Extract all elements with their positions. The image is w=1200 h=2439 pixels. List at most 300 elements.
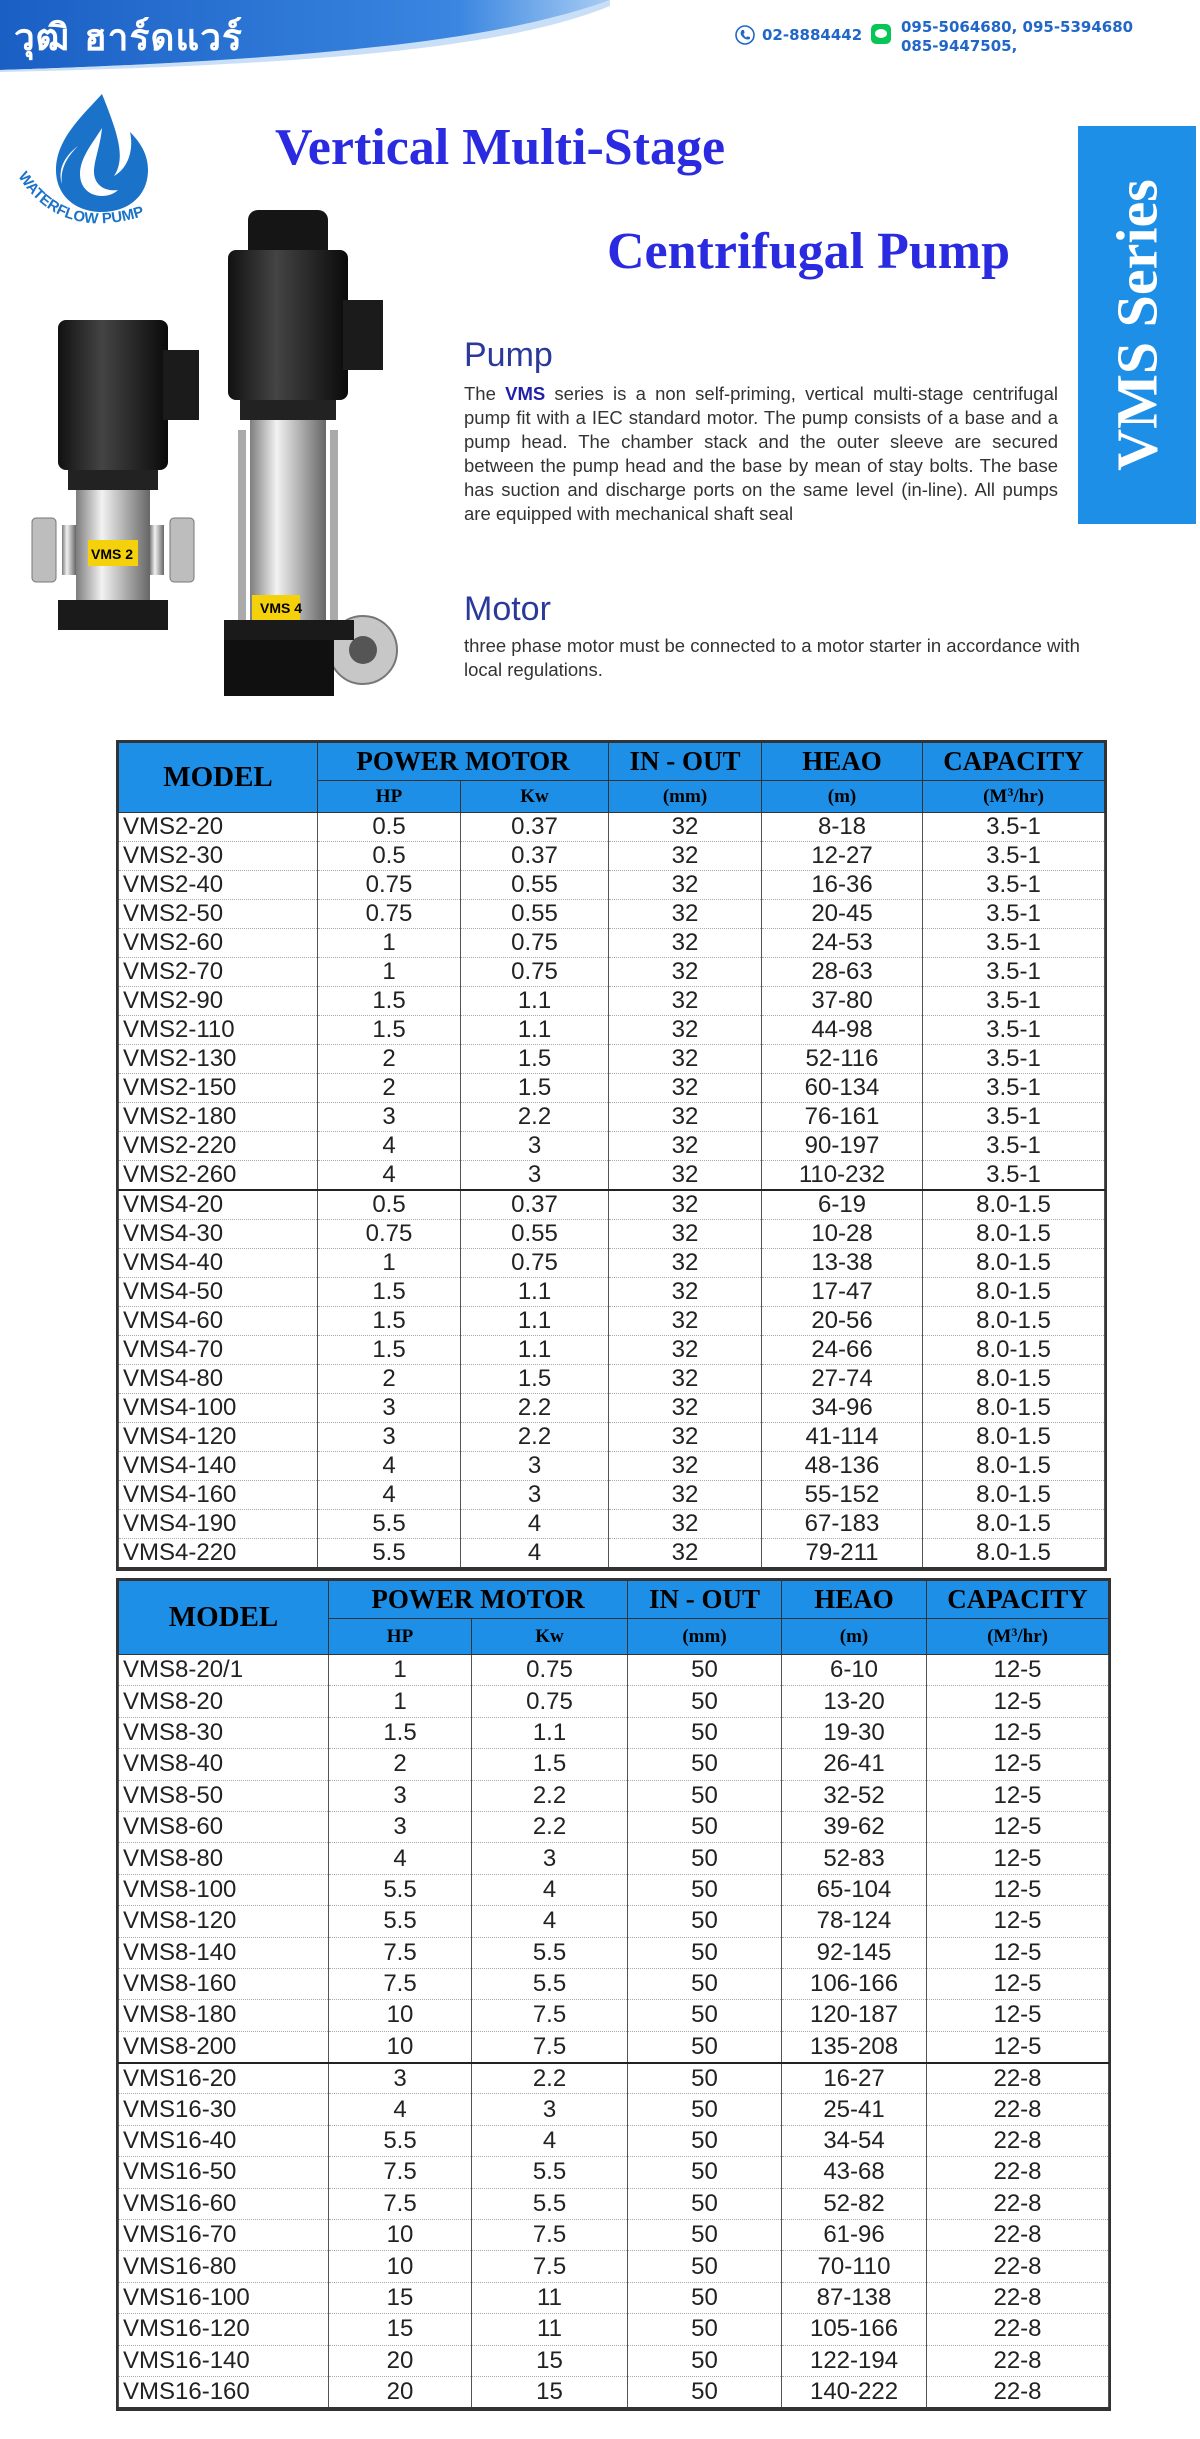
cell-capacity: 12-5 xyxy=(927,1686,1109,1717)
cell-model: VMS8-30 xyxy=(119,1717,329,1748)
series-banner xyxy=(1078,126,1196,524)
table-row xyxy=(119,842,1105,871)
cell-hp: 7.5 xyxy=(329,2188,472,2219)
cell-hp: 7.5 xyxy=(329,1968,472,1999)
cell-head: 67-183 xyxy=(762,1510,923,1539)
table-row xyxy=(119,2094,1109,2125)
cell-kw: 1.1 xyxy=(461,1307,609,1336)
cell-in-out: 32 xyxy=(609,1336,762,1365)
cell-head: 43-68 xyxy=(782,2157,927,2188)
cell-capacity: 22-8 xyxy=(927,2345,1109,2376)
cell-head: 44-98 xyxy=(762,1016,923,1045)
cell-model: VMS8-40 xyxy=(119,1749,329,1780)
logo-text: WATERFLOW PUMP xyxy=(14,168,146,228)
table-row xyxy=(119,1968,1109,1999)
cell-in-out: 32 xyxy=(609,1103,762,1132)
cell-kw: 5.5 xyxy=(472,1937,628,1968)
cell-model: VMS16-160 xyxy=(119,2376,329,2407)
line-app-icon xyxy=(871,24,891,44)
cell-in-out: 32 xyxy=(609,1481,762,1510)
top-bar xyxy=(0,0,1200,70)
cell-head: 79-211 xyxy=(762,1539,923,1569)
cell-kw: 3 xyxy=(472,2094,628,2125)
cell-in-out: 50 xyxy=(628,2157,782,2188)
header-kw: Kw xyxy=(472,1619,628,1655)
cell-head: 106-166 xyxy=(782,1968,927,1999)
cell-hp: 3 xyxy=(318,1423,461,1452)
cell-kw: 1.1 xyxy=(461,987,609,1016)
cell-capacity: 3.5-1 xyxy=(923,842,1105,871)
table-row xyxy=(119,2157,1109,2188)
cell-model: VMS2-260 xyxy=(119,1161,318,1191)
cell-hp: 15 xyxy=(329,2314,472,2345)
pump-label-vms2: VMS 2 xyxy=(91,546,134,562)
header-kw: Kw xyxy=(461,781,609,813)
cell-head: 48-136 xyxy=(762,1452,923,1481)
cell-head: 135-208 xyxy=(782,2031,927,2062)
cell-capacity: 8.0-1.5 xyxy=(923,1249,1105,1278)
cell-kw: 2.2 xyxy=(472,1811,628,1842)
cell-head: 76-161 xyxy=(762,1103,923,1132)
cell-head: 6-10 xyxy=(782,1655,927,1686)
cell-hp: 1.5 xyxy=(329,1717,472,1748)
header-in-out: IN - OUT xyxy=(628,1581,782,1619)
cell-head: 39-62 xyxy=(782,1811,927,1842)
table-row xyxy=(119,1452,1105,1481)
cell-kw: 2.2 xyxy=(472,1780,628,1811)
table-row xyxy=(119,900,1105,929)
cell-model: VMS4-190 xyxy=(119,1510,318,1539)
cell-capacity: 12-5 xyxy=(927,1906,1109,1937)
cell-hp: 1.5 xyxy=(318,987,461,1016)
cell-hp: 0.75 xyxy=(318,1220,461,1249)
cell-kw: 2.2 xyxy=(461,1394,609,1423)
cell-model: VMS4-220 xyxy=(119,1539,318,1569)
cell-head: 32-52 xyxy=(782,1780,927,1811)
cell-in-out: 50 xyxy=(628,1749,782,1780)
cell-capacity: 12-5 xyxy=(927,1937,1109,1968)
cell-capacity: 3.5-1 xyxy=(923,929,1105,958)
header-capacity-unit: $(M^3/hr)$ xyxy=(923,781,1105,813)
cell-hp: 10 xyxy=(329,2220,472,2251)
cell-hp: 1 xyxy=(318,958,461,987)
cell-head: 105-166 xyxy=(782,2314,927,2345)
cell-capacity: 3.5-1 xyxy=(923,987,1105,1016)
pump-vms4-image xyxy=(224,210,397,696)
cell-in-out: 50 xyxy=(628,2345,782,2376)
cell-in-out: 32 xyxy=(609,1161,762,1191)
cell-kw: 4 xyxy=(472,1906,628,1937)
cell-kw: 3 xyxy=(472,1843,628,1874)
cell-capacity: 22-8 xyxy=(927,2220,1109,2251)
cell-in-out: 50 xyxy=(628,1874,782,1905)
pump-text-bold: VMS xyxy=(505,383,546,404)
cell-in-out: 50 xyxy=(628,2282,782,2313)
table-row xyxy=(119,2063,1109,2094)
cell-model: VMS8-60 xyxy=(119,1811,329,1842)
cell-in-out: 50 xyxy=(628,1780,782,1811)
cell-model: VMS2-60 xyxy=(119,929,318,958)
cell-model: VMS16-80 xyxy=(119,2251,329,2282)
header-hp: HP xyxy=(318,781,461,813)
cell-hp: 4 xyxy=(329,2094,472,2125)
cell-model: VMS4-70 xyxy=(119,1336,318,1365)
cell-in-out: 32 xyxy=(609,1394,762,1423)
cell-in-out: 50 xyxy=(628,1811,782,1842)
table-1-body xyxy=(119,813,1105,1569)
cell-in-out: 32 xyxy=(609,1539,762,1569)
cell-model: VMS8-20/1 xyxy=(119,1655,329,1686)
pump-heading: Pump xyxy=(464,336,553,374)
cell-in-out: 50 xyxy=(628,1968,782,1999)
table-row xyxy=(119,929,1105,958)
cell-capacity: 12-5 xyxy=(927,1874,1109,1905)
cell-kw: 7.5 xyxy=(472,2220,628,2251)
table-row xyxy=(119,958,1105,987)
table-row xyxy=(119,1132,1105,1161)
table-row xyxy=(119,1190,1105,1220)
cell-in-out: 32 xyxy=(609,1045,762,1074)
cell-capacity: 12-5 xyxy=(927,1843,1109,1874)
cell-head: 110-232 xyxy=(762,1161,923,1191)
header-power-motor: POWER MOTOR xyxy=(318,743,609,781)
cell-in-out: 32 xyxy=(609,1278,762,1307)
cell-in-out: 50 xyxy=(628,2220,782,2251)
cell-head: 24-53 xyxy=(762,929,923,958)
cell-hp: 2 xyxy=(318,1045,461,1074)
cell-hp: 0.5 xyxy=(318,842,461,871)
cell-hp: 0.5 xyxy=(318,813,461,842)
cell-in-out: 32 xyxy=(609,1016,762,1045)
cell-head: 28-63 xyxy=(762,958,923,987)
header-hp: HP xyxy=(329,1619,472,1655)
cell-capacity: 3.5-1 xyxy=(923,900,1105,929)
cell-capacity: 3.5-1 xyxy=(923,1074,1105,1103)
cell-hp: 0.5 xyxy=(318,1190,461,1220)
cell-in-out: 50 xyxy=(628,2000,782,2031)
table-row xyxy=(119,1307,1105,1336)
cell-capacity: 22-8 xyxy=(927,2376,1109,2407)
header-in-out: IN - OUT xyxy=(609,743,762,781)
phone-icon xyxy=(735,25,755,45)
cell-head: 122-194 xyxy=(782,2345,927,2376)
cell-head: 140-222 xyxy=(782,2376,927,2407)
cell-kw: 5.5 xyxy=(472,2157,628,2188)
cell-model: VMS2-50 xyxy=(119,900,318,929)
cell-kw: 2.2 xyxy=(472,2063,628,2094)
cell-model: VMS16-40 xyxy=(119,2125,329,2156)
cell-in-out: 50 xyxy=(628,2188,782,2219)
pump-text-after: series is a non self-priming, vertical multi-stage centrifugal pump fit with a IEC standard motor. The pump consists of a base and a pump head. The chamber stack and the outer sleeve are secured between the pump head and the base by mean of stay bolts. The base has suction and discharge ports on the same level (in-line). All pumps are equipped with mechanical shaft seal xyxy=(464,383,1058,524)
table-row xyxy=(119,1045,1105,1074)
cell-kw: 2.2 xyxy=(461,1423,609,1452)
cell-hp: 1.5 xyxy=(318,1336,461,1365)
table-row xyxy=(119,871,1105,900)
cell-kw: 3 xyxy=(461,1452,609,1481)
cell-kw: 0.75 xyxy=(461,929,609,958)
cell-in-out: 50 xyxy=(628,1843,782,1874)
cell-hp: 7.5 xyxy=(329,2157,472,2188)
cell-head: 34-54 xyxy=(782,2125,927,2156)
cell-model: VMS2-130 xyxy=(119,1045,318,1074)
cell-model: VMS2-40 xyxy=(119,871,318,900)
cell-hp: 5.5 xyxy=(318,1510,461,1539)
cell-head: 25-41 xyxy=(782,2094,927,2125)
cell-kw: 4 xyxy=(472,1874,628,1905)
cell-hp: 3 xyxy=(329,2063,472,2094)
cell-hp: 5.5 xyxy=(329,1906,472,1937)
table-row xyxy=(119,1510,1105,1539)
spec-table-2 xyxy=(118,1580,1109,2409)
cell-capacity: 8.0-1.5 xyxy=(923,1394,1105,1423)
cell-capacity: 22-8 xyxy=(927,2157,1109,2188)
cell-capacity: 8.0-1.5 xyxy=(923,1481,1105,1510)
cell-model: VMS16-20 xyxy=(119,2063,329,2094)
table-row xyxy=(119,1423,1105,1452)
cell-capacity: 3.5-1 xyxy=(923,958,1105,987)
cell-capacity: 22-8 xyxy=(927,2314,1109,2345)
cell-kw: 5.5 xyxy=(472,1968,628,1999)
cell-kw: 0.75 xyxy=(461,958,609,987)
cell-kw: 3 xyxy=(461,1161,609,1191)
cell-capacity: 8.0-1.5 xyxy=(923,1220,1105,1249)
cell-model: VMS16-70 xyxy=(119,2220,329,2251)
cell-head: 37-80 xyxy=(762,987,923,1016)
cell-in-out: 32 xyxy=(609,900,762,929)
cell-capacity: 12-5 xyxy=(927,1655,1109,1686)
cell-hp: 4 xyxy=(318,1132,461,1161)
cell-capacity: 8.0-1.5 xyxy=(923,1423,1105,1452)
cell-head: 60-134 xyxy=(762,1074,923,1103)
spec-table-1 xyxy=(118,742,1105,1569)
table-row xyxy=(119,1220,1105,1249)
cell-kw: 7.5 xyxy=(472,2251,628,2282)
cell-kw: 11 xyxy=(472,2282,628,2313)
cell-head: 19-30 xyxy=(782,1717,927,1748)
cell-hp: 3 xyxy=(318,1394,461,1423)
series-label: VMS Series xyxy=(1104,179,1170,471)
cell-model: VMS2-110 xyxy=(119,1016,318,1045)
table-row xyxy=(119,1843,1109,1874)
cell-hp: 1.5 xyxy=(318,1307,461,1336)
cell-kw: 4 xyxy=(472,2125,628,2156)
cell-in-out: 50 xyxy=(628,2094,782,2125)
cell-in-out: 50 xyxy=(628,1937,782,1968)
cell-capacity: 3.5-1 xyxy=(923,813,1105,842)
cell-head: 12-27 xyxy=(762,842,923,871)
cell-capacity: 22-8 xyxy=(927,2188,1109,2219)
header-capacity: CAPACITY xyxy=(927,1581,1109,1619)
pump-label-vms4: VMS 4 xyxy=(260,600,303,616)
header-power-motor: POWER MOTOR xyxy=(329,1581,628,1619)
cell-capacity: 8.0-1.5 xyxy=(923,1336,1105,1365)
cell-model: VMS16-120 xyxy=(119,2314,329,2345)
cell-in-out: 32 xyxy=(609,1452,762,1481)
cell-hp: 3 xyxy=(329,1780,472,1811)
cell-head: 13-20 xyxy=(782,1686,927,1717)
table-row xyxy=(119,2345,1109,2376)
phone-number: 02-8884442 xyxy=(762,26,863,44)
cell-kw: 2.2 xyxy=(461,1103,609,1132)
cell-capacity: 8.0-1.5 xyxy=(923,1539,1105,1569)
header-head: HEAO xyxy=(782,1581,927,1619)
cell-capacity: 3.5-1 xyxy=(923,1161,1105,1191)
cell-capacity: 8.0-1.5 xyxy=(923,1278,1105,1307)
cell-kw: 0.55 xyxy=(461,900,609,929)
cell-kw: 3 xyxy=(461,1481,609,1510)
header-head: HEAO xyxy=(762,743,923,781)
cell-hp: 3 xyxy=(318,1103,461,1132)
cell-model: VMS2-150 xyxy=(119,1074,318,1103)
cell-kw: 0.55 xyxy=(461,1220,609,1249)
cell-model: VMS4-20 xyxy=(119,1190,318,1220)
cell-capacity: 8.0-1.5 xyxy=(923,1452,1105,1481)
motor-heading: Motor xyxy=(464,590,551,628)
cell-capacity: 12-5 xyxy=(927,1749,1109,1780)
cell-head: 78-124 xyxy=(782,1906,927,1937)
cell-head: 61-96 xyxy=(782,2220,927,2251)
cell-capacity: 3.5-1 xyxy=(923,871,1105,900)
cell-kw: 1.1 xyxy=(461,1336,609,1365)
cell-in-out: 32 xyxy=(609,1074,762,1103)
cell-kw: 1.5 xyxy=(461,1365,609,1394)
cell-model: VMS4-80 xyxy=(119,1365,318,1394)
header-in-out-unit: (mm) xyxy=(609,781,762,813)
cell-kw: 4 xyxy=(461,1510,609,1539)
cell-head: 20-45 xyxy=(762,900,923,929)
cell-in-out: 32 xyxy=(609,1423,762,1452)
cell-head: 20-56 xyxy=(762,1307,923,1336)
cell-capacity: 3.5-1 xyxy=(923,1045,1105,1074)
cell-head: 27-74 xyxy=(762,1365,923,1394)
cell-model: VMS4-30 xyxy=(119,1220,318,1249)
cell-kw: 0.55 xyxy=(461,871,609,900)
header-model: MODEL xyxy=(119,1581,329,1655)
cell-in-out: 32 xyxy=(609,987,762,1016)
cell-in-out: 32 xyxy=(609,1510,762,1539)
cell-in-out: 50 xyxy=(628,2314,782,2345)
cell-hp: 5.5 xyxy=(329,2125,472,2156)
cell-hp: 4 xyxy=(318,1161,461,1191)
table-row xyxy=(119,1686,1109,1717)
cell-model: VMS16-50 xyxy=(119,2157,329,2188)
table-row xyxy=(119,2031,1109,2062)
table-row xyxy=(119,1336,1105,1365)
table-row xyxy=(119,1811,1109,1842)
cell-model: VMS16-60 xyxy=(119,2188,329,2219)
cell-capacity: 12-5 xyxy=(927,2000,1109,2031)
pump-images xyxy=(28,200,428,710)
table-row xyxy=(119,1394,1105,1423)
table-row xyxy=(119,1249,1105,1278)
table-row xyxy=(119,1365,1105,1394)
table-row xyxy=(119,1655,1109,1686)
cell-capacity: 22-8 xyxy=(927,2094,1109,2125)
cell-head: 16-27 xyxy=(782,2063,927,2094)
cell-capacity: 8.0-1.5 xyxy=(923,1510,1105,1539)
cell-hp: 2 xyxy=(329,1749,472,1780)
cell-in-out: 50 xyxy=(628,1655,782,1686)
header-head-unit: (m) xyxy=(762,781,923,813)
cell-in-out: 32 xyxy=(609,1132,762,1161)
header-model: MODEL xyxy=(119,743,318,813)
cell-in-out: 50 xyxy=(628,2063,782,2094)
cell-hp: 10 xyxy=(329,2251,472,2282)
cell-hp: 20 xyxy=(329,2376,472,2407)
cell-hp: 1 xyxy=(318,929,461,958)
cell-capacity: 12-5 xyxy=(927,1780,1109,1811)
cell-hp: 1 xyxy=(329,1686,472,1717)
cell-capacity: 3.5-1 xyxy=(923,1016,1105,1045)
cell-kw: 0.75 xyxy=(461,1249,609,1278)
cell-capacity: 3.5-1 xyxy=(923,1103,1105,1132)
cell-model: VMS8-140 xyxy=(119,1937,329,1968)
cell-kw: 0.75 xyxy=(472,1686,628,1717)
table-row xyxy=(119,2188,1109,2219)
table-row xyxy=(119,2000,1109,2031)
cell-in-out: 50 xyxy=(628,2031,782,2062)
cell-hp: 4 xyxy=(318,1481,461,1510)
table-row xyxy=(119,1278,1105,1307)
cell-capacity: 12-5 xyxy=(927,1968,1109,1999)
header-capacity: CAPACITY xyxy=(923,743,1105,781)
cell-head: 92-145 xyxy=(782,1937,927,1968)
brand-name: วุฒิ ฮาร์ดแวร์ xyxy=(14,16,243,59)
cell-capacity: 8.0-1.5 xyxy=(923,1307,1105,1336)
cell-in-out: 50 xyxy=(628,1686,782,1717)
cell-in-out: 32 xyxy=(609,958,762,987)
line-numbers-2: 085-9447505, xyxy=(901,37,1018,55)
cell-head: 87-138 xyxy=(782,2282,927,2313)
table-row xyxy=(119,1937,1109,1968)
cell-capacity: 12-5 xyxy=(927,2031,1109,2062)
table-row xyxy=(119,1749,1109,1780)
cell-hp: 4 xyxy=(329,1843,472,1874)
table-row xyxy=(119,1780,1109,1811)
cell-head: 52-116 xyxy=(762,1045,923,1074)
cell-in-out: 50 xyxy=(628,2125,782,2156)
cell-head: 8-18 xyxy=(762,813,923,842)
cell-kw: 1.1 xyxy=(461,1278,609,1307)
cell-hp: 15 xyxy=(329,2282,472,2313)
cell-head: 17-47 xyxy=(762,1278,923,1307)
cell-kw: 7.5 xyxy=(472,2000,628,2031)
cell-model: VMS8-80 xyxy=(119,1843,329,1874)
table-row xyxy=(119,2125,1109,2156)
cell-head: 55-152 xyxy=(762,1481,923,1510)
cell-hp: 1 xyxy=(318,1249,461,1278)
cell-in-out: 32 xyxy=(609,1190,762,1220)
cell-in-out: 50 xyxy=(628,1906,782,1937)
cell-head: 24-66 xyxy=(762,1336,923,1365)
cell-model: VMS16-140 xyxy=(119,2345,329,2376)
cell-model: VMS2-90 xyxy=(119,987,318,1016)
title-line-1: Vertical Multi-Stage xyxy=(275,119,726,176)
cell-in-out: 32 xyxy=(609,929,762,958)
cell-head: 52-83 xyxy=(782,1843,927,1874)
cell-head: 52-82 xyxy=(782,2188,927,2219)
cell-capacity: 22-8 xyxy=(927,2282,1109,2313)
cell-capacity: 22-8 xyxy=(927,2251,1109,2282)
cell-kw: 1.1 xyxy=(472,1717,628,1748)
cell-hp: 5.5 xyxy=(329,1874,472,1905)
cell-kw: 1.5 xyxy=(461,1074,609,1103)
cell-model: VMS8-120 xyxy=(119,1906,329,1937)
cell-kw: 15 xyxy=(472,2376,628,2407)
cell-in-out: 32 xyxy=(609,1307,762,1336)
cell-kw: 1.1 xyxy=(461,1016,609,1045)
cell-kw: 0.37 xyxy=(461,813,609,842)
